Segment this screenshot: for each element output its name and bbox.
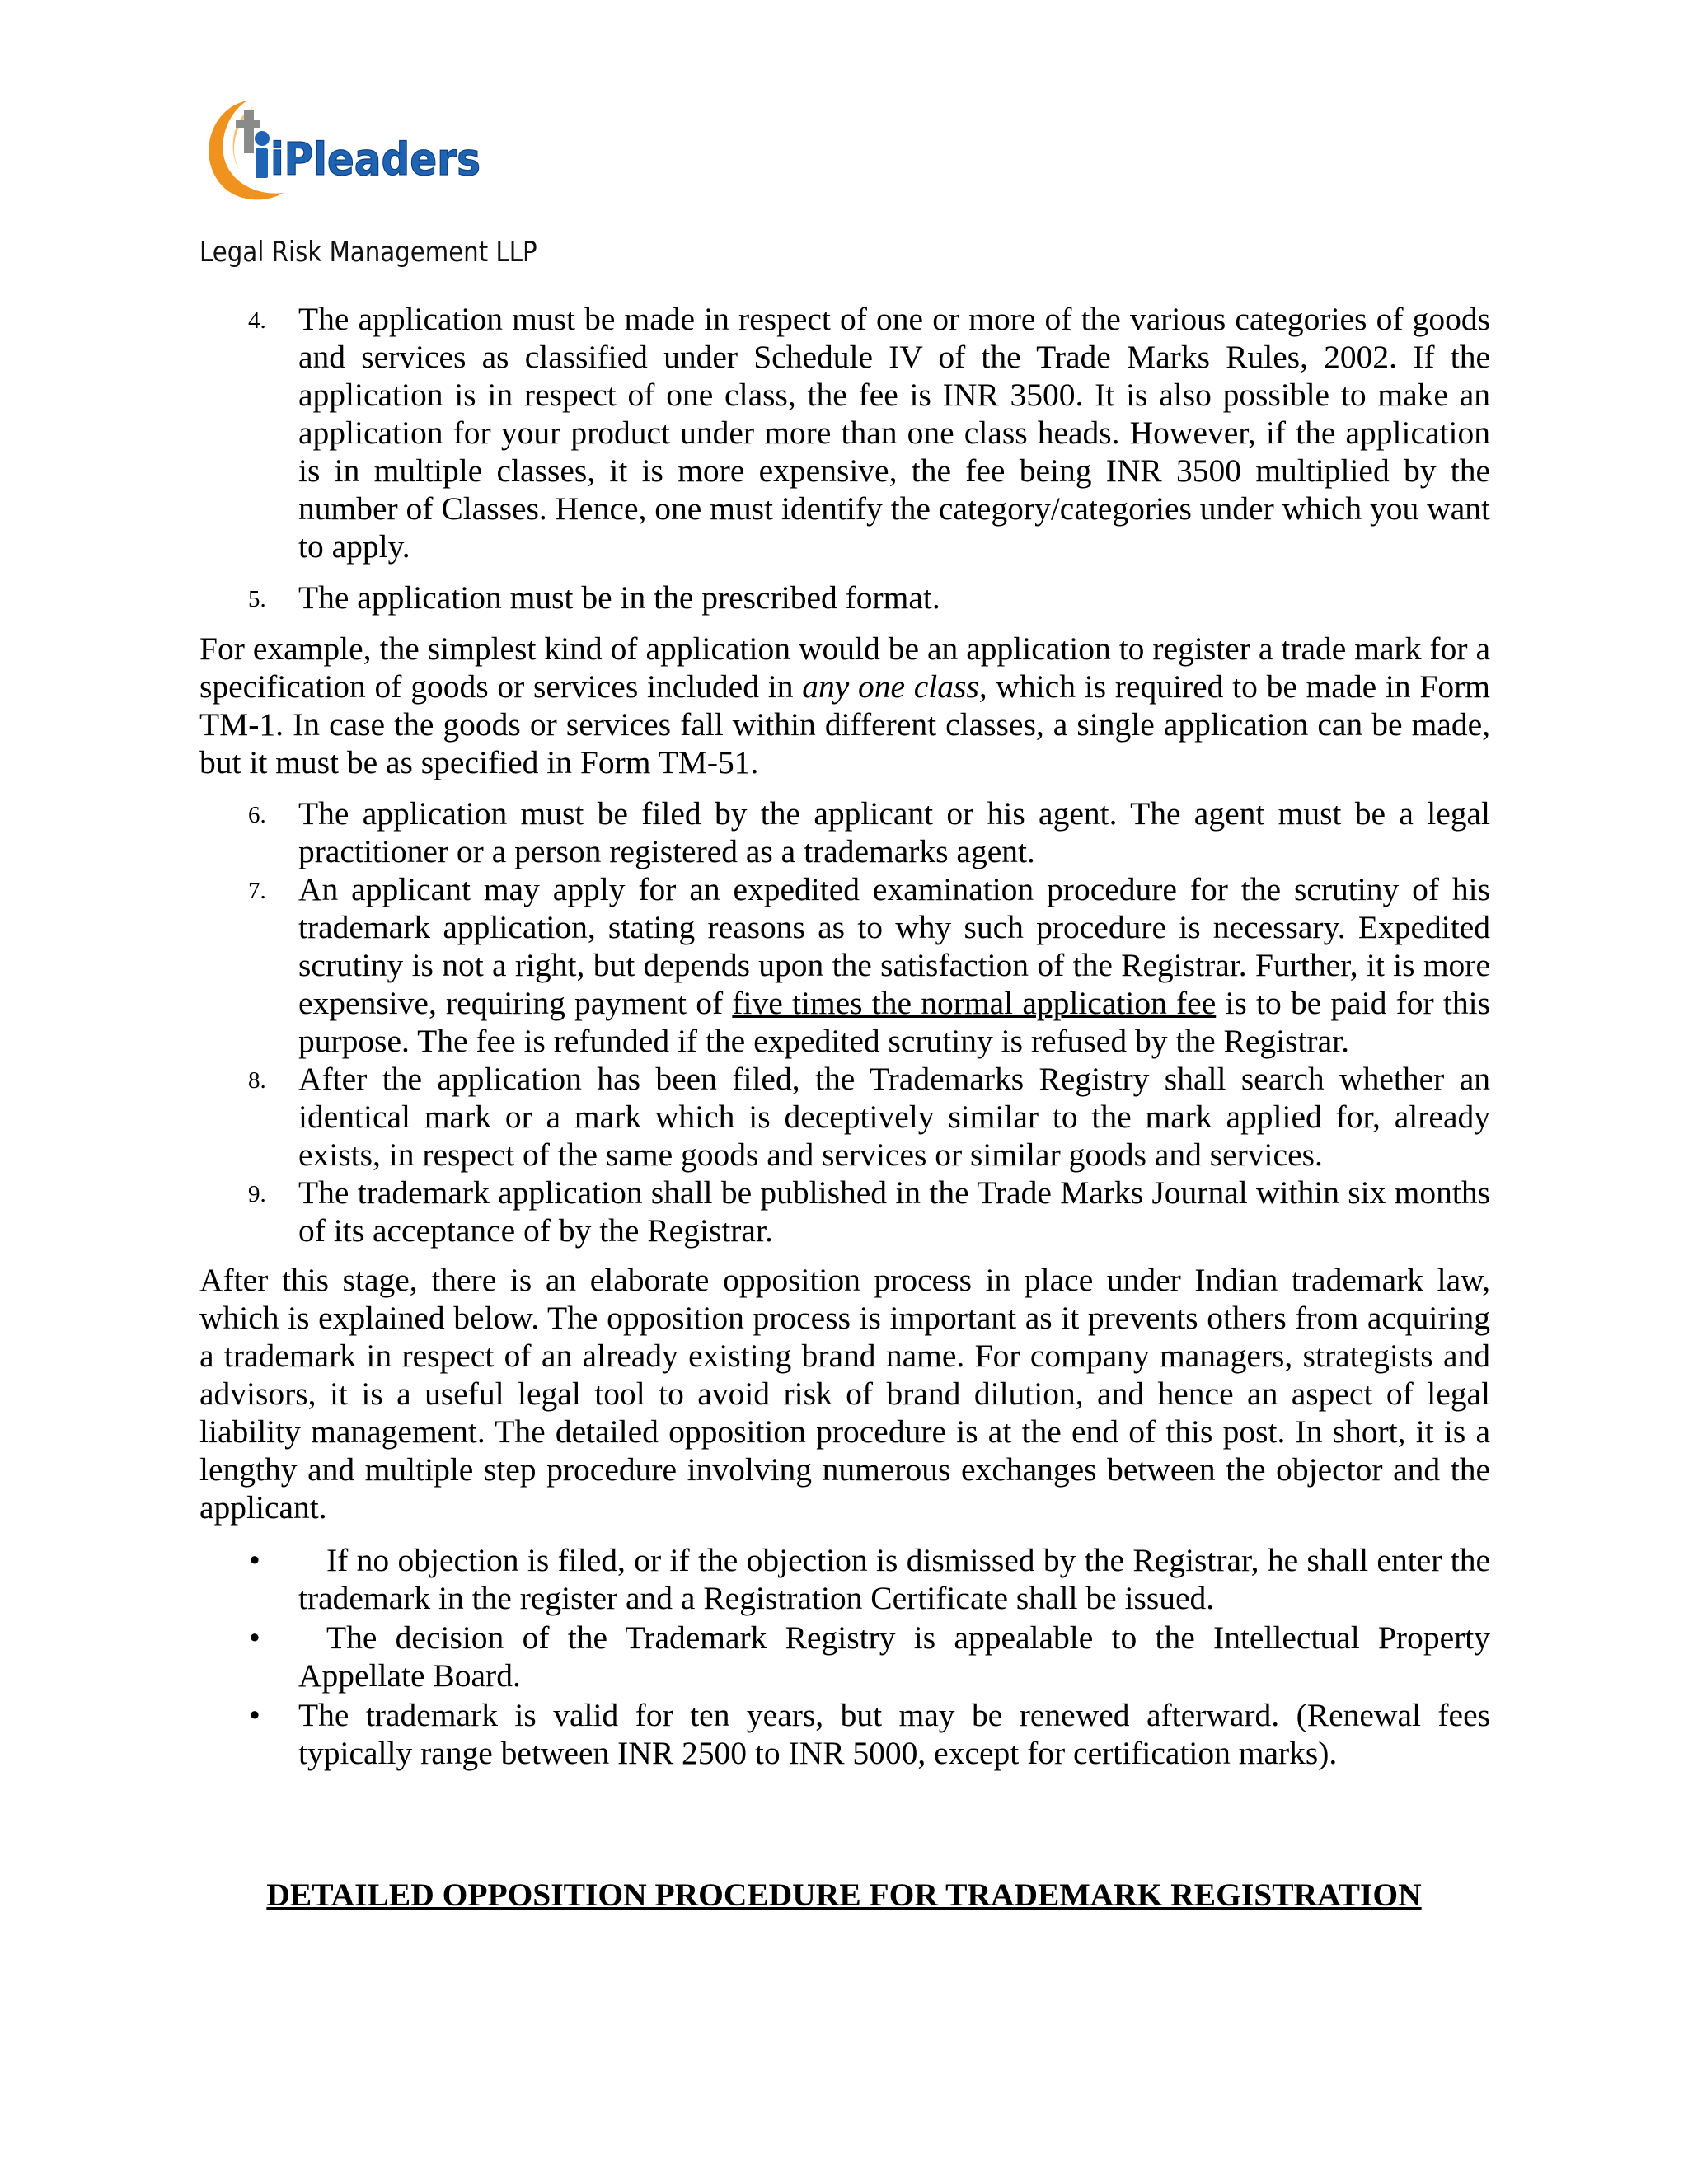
item-text: An applicant may apply for an expedited examination procedure for the scrutiny of his trademark application, stating reasons as to why such procedure is necessary. Expedited scrutiny is not a right, but depends upon the satisfaction of the Registrar. Further, it is more expensive, requiring payment of five times the normal application fee is to be paid for this purpose. The fee is refunded if the expedited scrutiny is refused by the Registrar.	[298, 871, 1490, 1059]
item-text: The trademark application shall be published in the Trade Marks Journal within six months of its acceptance of by the Registrar.	[298, 1174, 1490, 1249]
item-number: 6.	[248, 802, 266, 828]
bullet-text: The trademark is valid for ten years, but may be renewed afterward. (Renewal fees typically range between INR 2500 to INR 5000, except for certification marks).	[298, 1697, 1490, 1771]
item-text: After the application has been filed, the Trademarks Registry shall search whether an identical mark or a mark which is deceptively similar to the mark applied for, already exists, in respect of the same goods and services or similar goods and services.	[298, 1061, 1490, 1173]
bullet-icon: •	[249, 1542, 260, 1578]
item-number: 9.	[248, 1181, 266, 1207]
bullet-text: The decision of the Trademark Registry is appealable to the Intellectual Property Appellate Board.	[298, 1619, 1490, 1694]
bullet-item	[199, 1696, 1490, 1772]
list-item	[199, 300, 1490, 565]
numbered-list	[199, 300, 1490, 616]
item-number: 5.	[248, 586, 266, 612]
list-item	[199, 794, 1490, 870]
list-item	[199, 870, 1490, 1060]
section-heading: DETAILED OPPOSITION PROCEDURE FOR TRADEMARK REGISTRATION	[266, 1877, 1422, 1913]
logo-wordmark: iPleaders	[270, 134, 481, 185]
italic-emphasis: any one class,	[802, 668, 987, 705]
item-number: 7.	[248, 878, 266, 904]
document-body	[199, 300, 1490, 1772]
item-number: 4.	[248, 307, 266, 334]
firm-name: Legal Risk Management LLP	[199, 236, 537, 269]
list-item	[199, 1060, 1490, 1174]
logo-i-icon	[236, 110, 270, 178]
bullet-item	[199, 1541, 1490, 1617]
list-item	[199, 1174, 1490, 1249]
ipleaders-logo	[196, 92, 493, 208]
bullet-icon: •	[249, 1697, 260, 1733]
item-text: The application must be made in respect of one or more of the various categories of goods and services as classified under Schedule IV of the Trade Marks Rules, 2002. If the application is in respect of one class, the fee is INR 3500. It is also possible to make an application for your product under more than one class heads. However, if the application is in multiple classes, it is more expensive, the fee being INR 3500 multiplied by the number of Classes. Hence, one must identify the category/categories under which you want to apply.	[298, 301, 1490, 565]
bullet-icon: •	[249, 1619, 260, 1656]
item-number: 8.	[248, 1067, 266, 1094]
list-item	[199, 579, 1490, 616]
bullet-text: If no objection is filed, or if the objection is dismissed by the Registrar, he shall enter the trademark in the register and a Registration Certificate shall be issued.	[298, 1542, 1490, 1616]
body-paragraph: After this stage, there is an elaborate opposition process in place under Indian trademark law, which is explained below. The opposition process is important as it prevents others from acquiring a trademark in respect of an already existing brand name. For company managers, strategists and advisors, it is a useful legal tool to avoid risk of brand dilution, and hence an aspect of legal liability management. The detailed opposition procedure is at the end of this post. In short, it is a lengthy and multiple step procedure involving numerous exchanges between the objector and the applicant.	[199, 1262, 1490, 1526]
bullet-list	[199, 1541, 1490, 1772]
underlined-text: five times the normal application fee	[732, 985, 1217, 1021]
example-paragraph: For example, the simplest kind of application would be an application to register a trade mark for a specification of goods or services included in any one class, which is required to be made in Form TM-1. In case the goods or services fall within different classes, a single application can be made, but it must be as specified in Form TM-51.	[199, 630, 1491, 780]
bullet-item	[199, 1619, 1490, 1694]
item-text: The application must be in the prescribed format.	[298, 579, 940, 616]
numbered-list-continued	[199, 794, 1490, 1249]
item-text: The application must be filed by the applicant or his agent. The agent must be a legal practitioner or a person registered as a trademarks agent.	[298, 795, 1490, 869]
